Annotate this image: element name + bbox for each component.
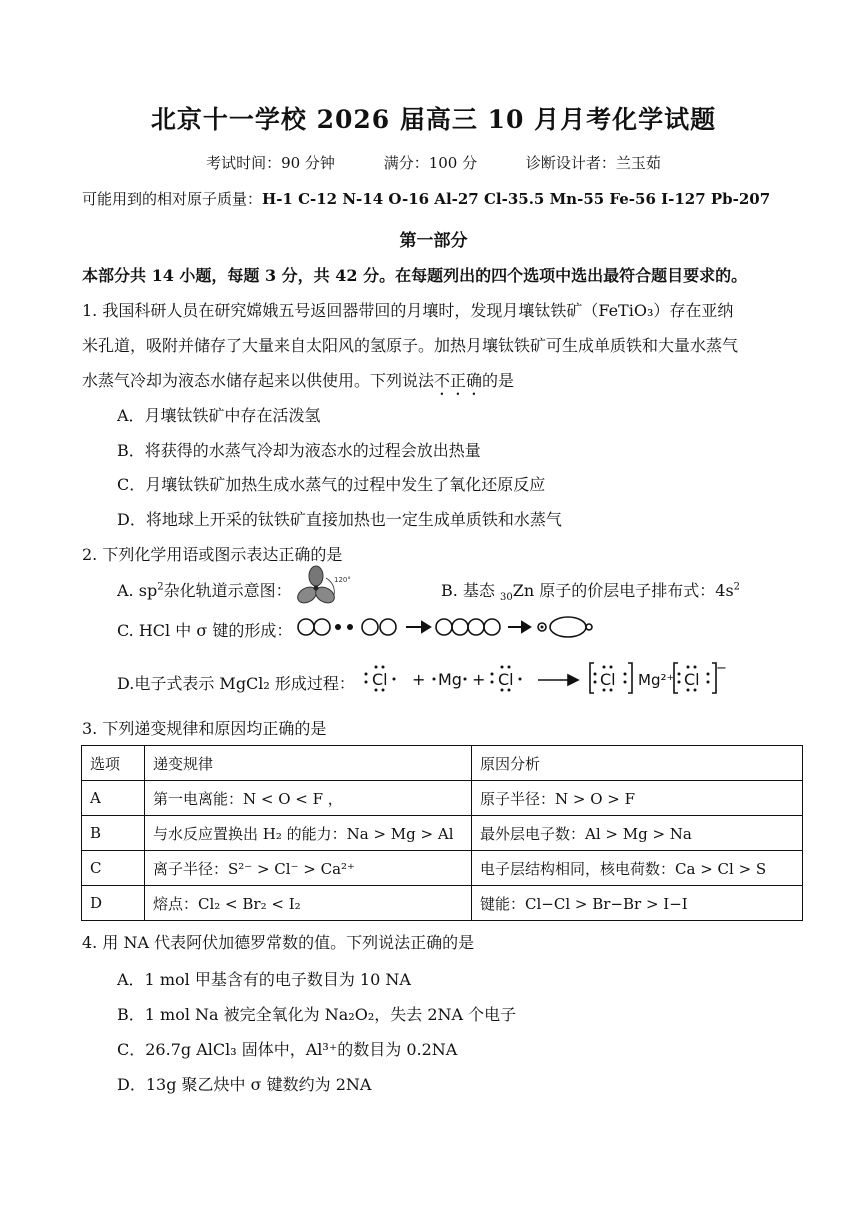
q2-b-mid: Zn 原子的价层电子排布式：4s	[512, 581, 734, 600]
q2-a-sup: 2	[157, 581, 164, 593]
table-cell: D	[82, 886, 145, 921]
q2-b-sub: 30	[500, 592, 513, 604]
q1-line3a: 水蒸气冷却为液态水储存起来以供使用。下列说法	[82, 371, 435, 390]
table-cell: B	[82, 816, 145, 851]
q2-option-d: D.电子式表示 MgCl₂ 形成过程：	[117, 674, 355, 693]
atomic-masses	[82, 188, 770, 209]
exam-title: 北京十一学校 2026 届高三 10 月月考化学试题	[150, 105, 717, 134]
q2-option-b	[441, 578, 740, 603]
plus-1: +	[412, 670, 426, 689]
table-header-cell: 递变规律	[145, 746, 472, 781]
table-cell: 原子半径：N > O > F	[472, 781, 803, 816]
exam-time: 考试时间：90 分钟	[206, 154, 335, 172]
table-cell: A	[82, 781, 145, 816]
table-header-cell: 选项	[82, 746, 145, 781]
table-cell: 第一电离能：N < O < F ，	[145, 781, 472, 816]
q1-option-b: B．将获得的水蒸气冷却为液态水的过程会放出热量	[117, 441, 481, 460]
table-cell: 熔点：Cl₂ < Br₂ < I₂	[145, 886, 472, 921]
q1-line3	[82, 368, 514, 399]
table-header-cell: 原因分析	[472, 746, 803, 781]
q1-line3c: 的是	[482, 371, 515, 390]
q1-emphasis: 不正确	[434, 371, 483, 390]
q2-option-a	[117, 578, 292, 601]
exam-designer: 诊断设计者：兰玉茹	[525, 154, 661, 172]
q2-a-pre: A. sp	[117, 581, 158, 600]
table-header-row	[82, 746, 803, 781]
atomic-masses-label: 可能用到的相对原子质量：	[82, 190, 263, 208]
q4-option-c: C．26.7g AlCl₃ 固体中，Al³⁺的数目为 0.2NA	[117, 1040, 458, 1059]
part-title: 第一部分	[399, 231, 468, 251]
sigma-bond-diagram	[296, 614, 596, 640]
table-row	[82, 851, 803, 886]
q3-stem: 3. 下列递变规律和原因均正确的是	[82, 719, 327, 738]
cl-left: Cl	[372, 670, 388, 689]
q4-stem: 4. 用 NA 代表阿伏加德罗常数的值。下列说法正确的是	[82, 933, 475, 952]
mgcl2-electron-formula	[362, 660, 732, 696]
cl-right: Cl	[498, 670, 514, 689]
q2-b-pre: B. 基态	[441, 581, 501, 600]
q2-stem: 2. 下列化学用语或图示表达正确的是	[82, 545, 343, 564]
table-row	[82, 781, 803, 816]
q1-line1: 1. 我国科研人员在研究嫦娥五号返回器带回的月壤时，发现月壤钛铁矿（FeTiO₃）存在亚纳	[82, 301, 734, 320]
atomic-masses-values: H-1 C-12 N-14 O-16 Al-27 Cl-35.5 Mn-55 Fe-56 I-127 Pb-207	[262, 190, 771, 208]
q4-option-d: D．13g 聚乙炔中 σ 键数约为 2NA	[117, 1075, 372, 1094]
table-cell: 键能：Cl−Cl > Br−Br > I−I	[472, 886, 803, 921]
q1-option-c: C．月壤钛铁矿加热生成水蒸气的过程中发生了氧化还原反应	[117, 475, 546, 494]
part-intro: 本部分共 14 小题，每题 3 分，共 42 分。在每题列出的四个选项中选出最符合题目要求的。	[82, 266, 748, 285]
table-row	[82, 816, 803, 851]
sp2-angle-label: 120°	[334, 576, 351, 584]
q4-option-b: B．1 mol Na 被完全氧化为 Na₂O₂，失去 2NA 个电子	[117, 1005, 517, 1024]
exam-score: 满分：100 分	[383, 154, 478, 172]
sp2-orbital-diagram	[296, 564, 356, 608]
table-cell: 离子半径：S²⁻ > Cl⁻ > Ca²⁺	[145, 851, 472, 886]
cl-ion-left: Cl	[600, 670, 616, 689]
q2-b-sup: 2	[733, 581, 741, 593]
table-cell: 与水反应置换出 H₂ 的能力：Na > Mg > Al	[145, 816, 472, 851]
table-cell: C	[82, 851, 145, 886]
cl-ion-right: Cl	[684, 670, 700, 689]
q1-line2: 米孔道，吸附并储存了大量来自太阳风的氢原子。加热月壤钛铁矿可生成单质铁和大量水蒸气	[82, 336, 739, 355]
table-row	[82, 886, 803, 921]
q3-table	[81, 745, 803, 921]
plus-2: +	[472, 670, 486, 689]
q2-a-post: 杂化轨道示意图：	[163, 581, 292, 600]
table-cell: 电子层结构相同，核电荷数：Ca > Cl > S	[472, 851, 803, 886]
exam-meta	[0, 152, 867, 173]
q1-option-a: A．月壤钛铁矿中存在活泼氢	[117, 406, 321, 425]
q4-option-a: A．1 mol 甲基含有的电子数目为 10 NA	[117, 970, 411, 989]
mg-atom: Mg	[438, 670, 462, 689]
ion-charge: −	[716, 661, 727, 676]
q2-option-c: C. HCl 中 σ 键的形成：	[117, 621, 293, 640]
mg-ion: Mg²⁺	[638, 671, 675, 689]
q1-option-d: D．将地球上开采的钛铁矿直接加热也一定生成单质铁和水蒸气	[117, 510, 562, 529]
table-cell: 最外层电子数：Al > Mg > Na	[472, 816, 803, 851]
